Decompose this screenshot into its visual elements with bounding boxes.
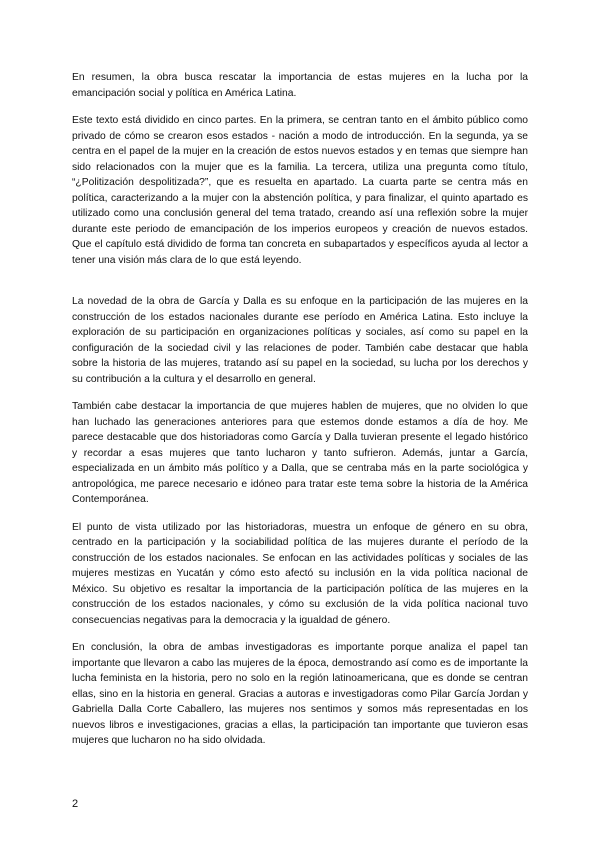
paragraph-spacer (72, 387, 528, 399)
paragraph-spacer (72, 268, 528, 294)
paragraph-spacer (72, 508, 528, 520)
document-page (72, 70, 528, 749)
paragraph-spacer (72, 101, 528, 113)
paragraph-importance: También cabe destacar la importancia de que mujeres hablen de mujeres, que no olviden lo que han luchado las generaciones anteriores para que estemos donde estamos a día de hoy. Me parece destacable que dos historiadoras como García y Dalla tuvieran presente el legado histórico y recordar a esas mujeres que tanto lucharon y tanto sufrieron. Además, juntar a García, especializada en un ámbito más político y a Dalla, que se centraba más en la parte sociológica y antropológica, me parece necesario e idóneo para tratar este tema sobre la historia de la América Contemporánea. (72, 401, 528, 505)
paragraph-summary: En resumen, la obra busca rescatar la importancia de estas mujeres en la lucha por la emancipación social y política en América Latina. (72, 72, 528, 99)
page-number: 2 (72, 798, 79, 810)
paragraph-spacer (72, 628, 528, 640)
paragraph-structure: Este texto está dividido en cinco partes. En la primera, se centran tanto en el ámbito público como privado de cómo se crearon esos estados - nación a modo de introducción. En la segunda, ya se centra en el papel de la mujer en la creación de estos nuevos estados y en temas que siempre han sido relacionados con la mujer que es la familia. La tercera, utiliza una pregunta como título, “¿Politización despolitizada?”, que es resuelta en apartado. La cuarta parte se centra más en política, caracterizando a la mujer con la abstención política, y para finalizar, el quinto apartado es utilizado como una conclusión general del tema tratado, creando así una reflexión sobre la mujer durante este periodo de emancipación de los imperios europeos y creación de nuevos estados. Que el capítulo está dividido de forma tan concreta en subapartados y específicos ayuda al lector a tener una visión más clara de lo que está leyendo. (72, 115, 528, 266)
paragraph-conclusion: En conclusión, la obra de ambas investigadoras es importante porque analiza el papel tan importante que llevaron a cabo las mujeres de la época, demostrando así como es de importante la lucha feminista en la historia, pero no solo en la región latinoamericana, que es donde se centran ellas, sino en la historia en general. Gracias a autoras e investigadoras como Pilar García Jordan y Gabriella Dalla Corte Caballero, las mujeres nos sentimos y somos más representadas en los nuevos libros e investigaciones, gracias a ellas, la participación tan importante que tuvieron esas mujeres que lucharon no ha sido olvidada. (72, 642, 528, 746)
paragraph-viewpoint: El punto de vista utilizado por las historiadoras, muestra un enfoque de género en su obra, centrado en la participación y la sociabilidad política de las mujeres durante el período de la construcción de los estados nacionales. Se enfocan en las actividades políticas y sociales de las mujeres mestizas en Yucatán y cómo esto afectó su inclusión en la vida política nacional de México. Su objetivo es resaltar la importancia de la participación política de las mujeres en la construcción de los estados nacionales, y cómo su exclusión de la vida política nacional tuvo consecuencias negativas para la democracia y la igualdad de género. (72, 521, 528, 626)
paragraph-novelty: La novedad de la obra de García y Dalla es su enfoque en la participación de las mujeres en la construcción de los estados nacionales durante ese período en América Latina. Esto incluye la exploración de su participación en organizaciones políticas y sociales, así como su papel en la configuración de la sociedad civil y las relaciones de poder. También cabe destacar que habla sobre la historia de las mujeres, tratando así su papel en la sociedad, su lucha por los derechos y su contribución a la cultura y el desarrollo en general. (72, 296, 528, 385)
